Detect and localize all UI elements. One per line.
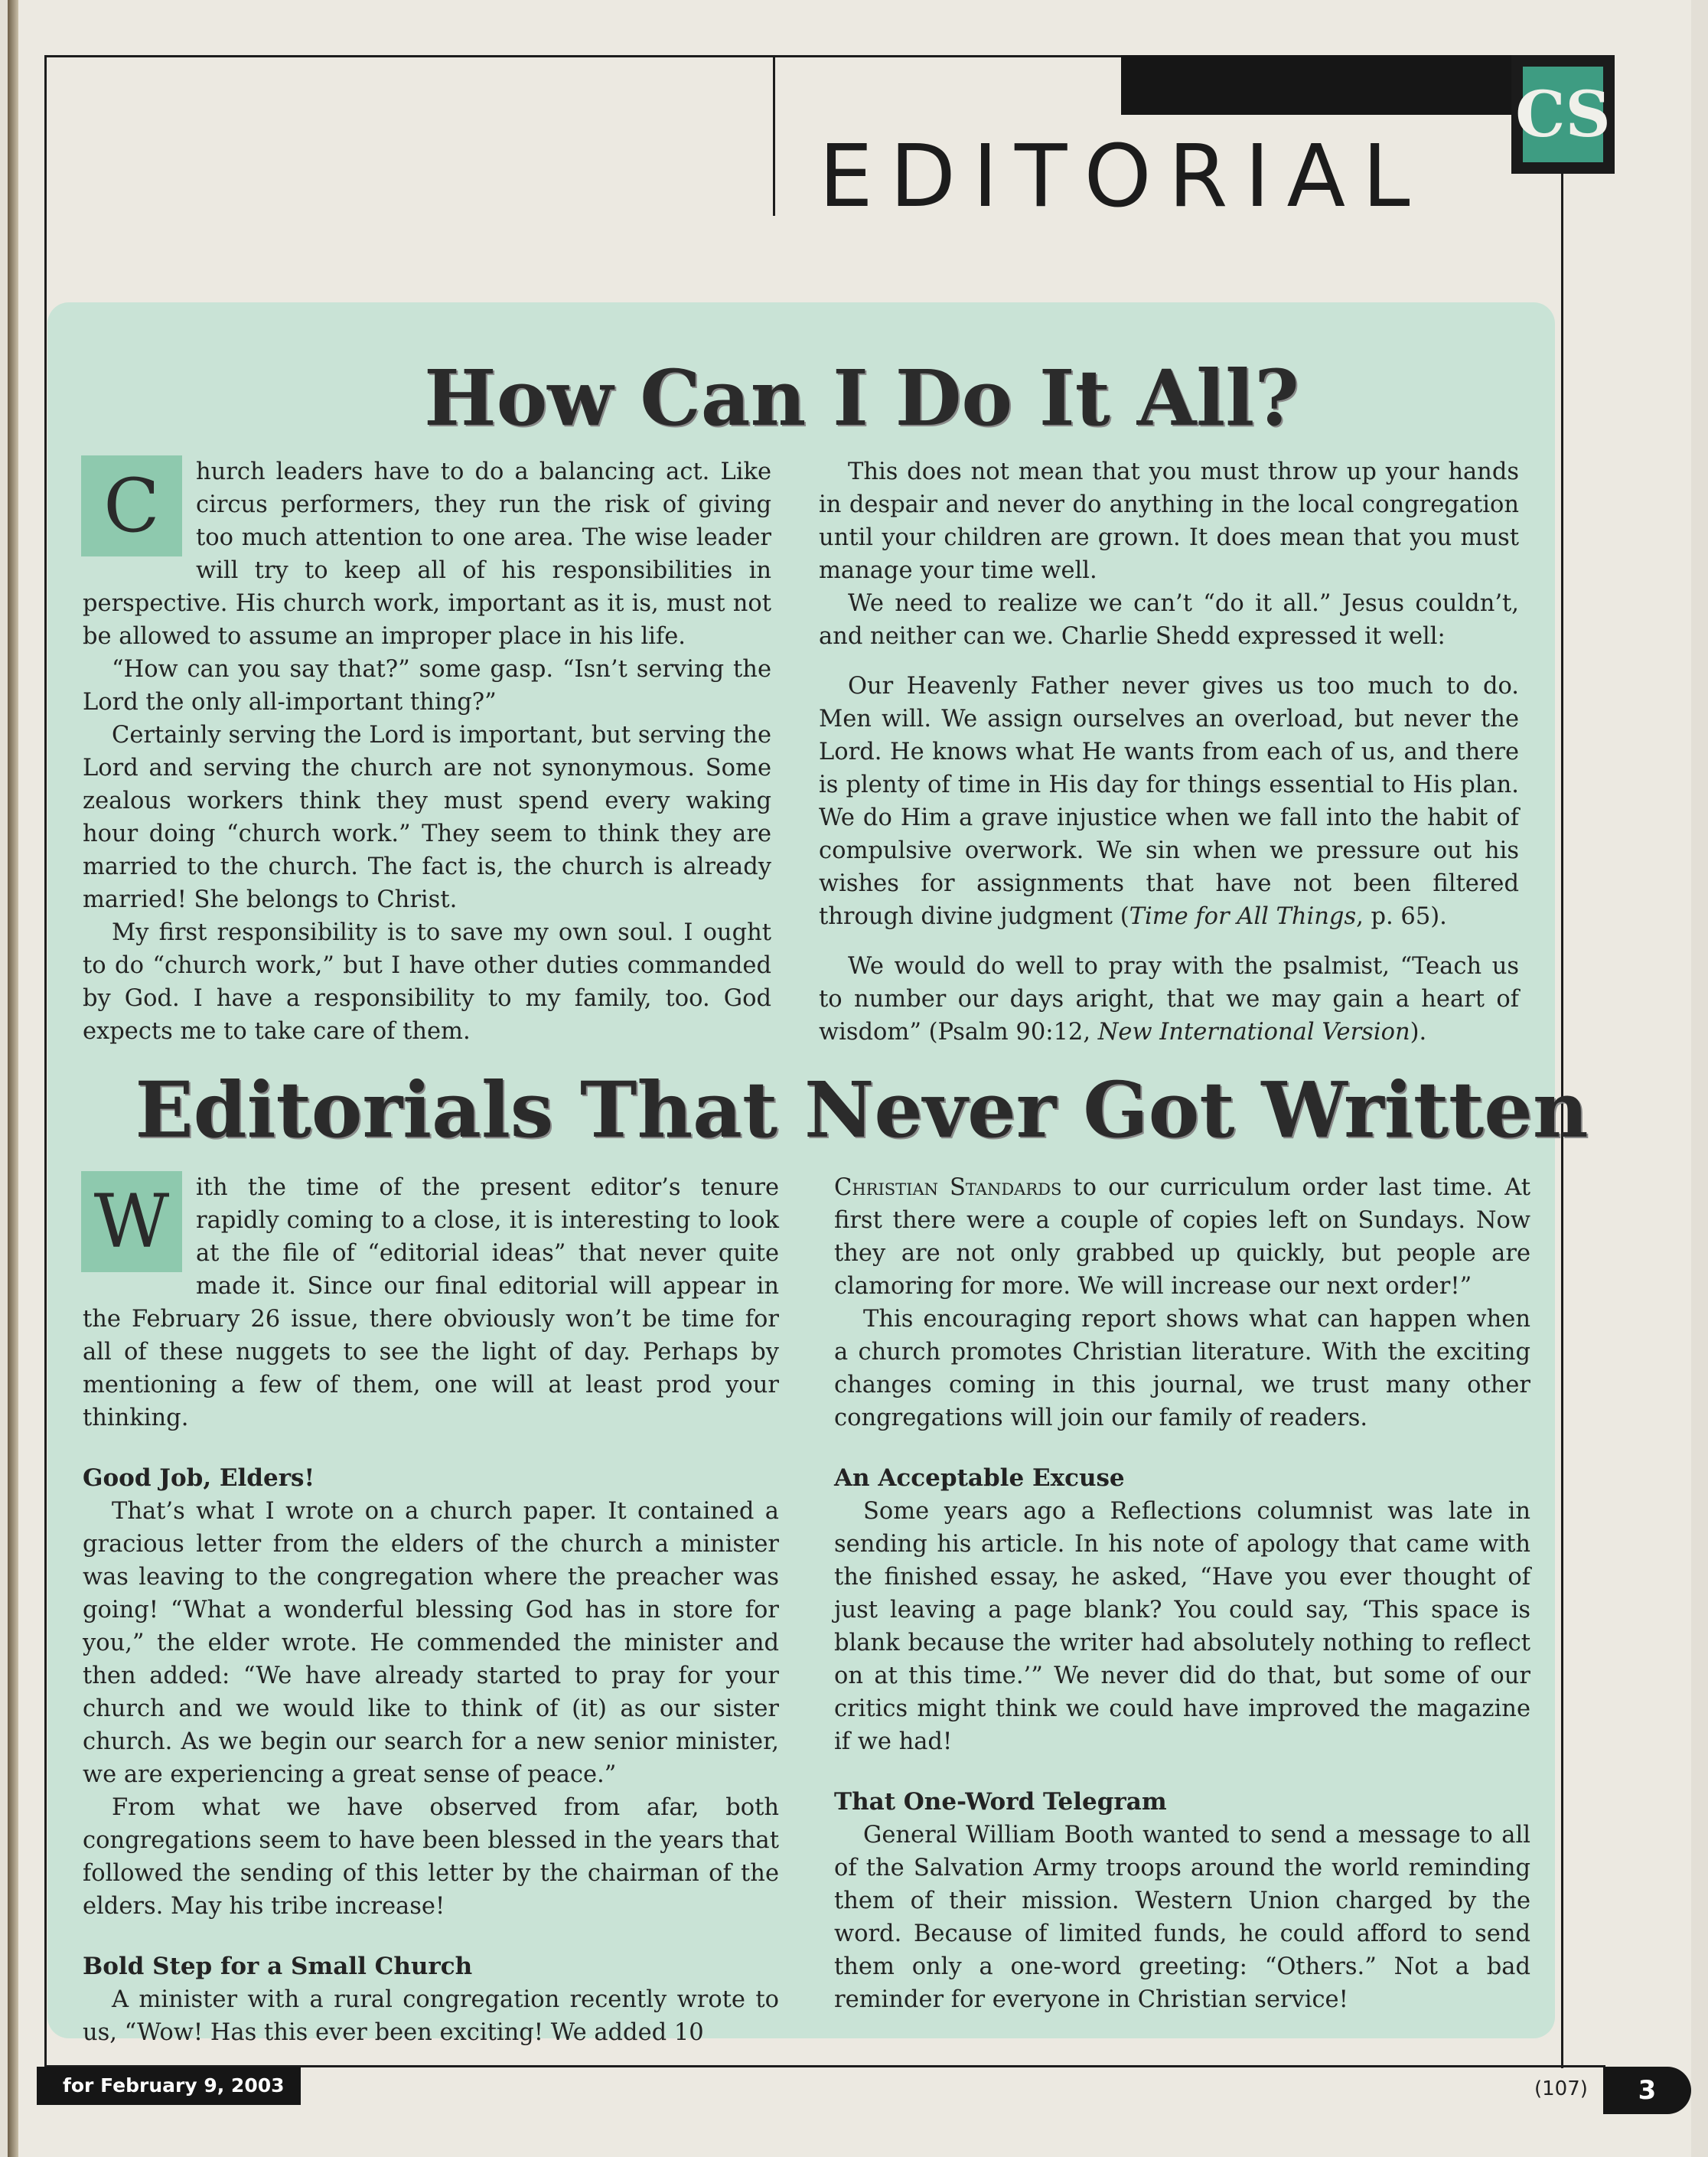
article-title-2: Editorials That Never Got Written: [135, 1065, 1589, 1155]
article2-continued: Christian Standards to our curriculum order last time. At first there were a couple of copies left on Sundays. Now they are not only grabbed up quickly, but people are clamoring for more. We will increase our next order!”: [834, 1174, 1530, 1300]
article1-paragraph-7: We would do well to pray with the psalmist, “Teach us to number our days aright, that we may gain a heart of wisdom” (Psalm 90:12, New International Version).: [819, 953, 1519, 1046]
article1-paragraph-3: Certainly serving the Lord is important, but serving the Lord and serving the church are not synonymous. Some zealous workers think they must spend every waking hour doing “church work.” They seem to think they are married to the church. The fact is, the church is already married! She belongs to Christ.: [83, 722, 771, 913]
drop-cap: W: [81, 1171, 182, 1272]
article1-paragraph-4: My first responsibility is to save my own soul. I ought to do “church work,” but I have other duties commanded by God. I have a responsibility to my family, too. God expects me to take care of them.: [83, 919, 771, 1045]
page-number: 3: [1603, 2067, 1691, 2114]
article-title-1: How Can I Do It All?: [424, 353, 1299, 443]
article1-paragraph-2: “How can you say that?” some gasp. “Isn’t serving the Lord the only all-important thing?”: [83, 656, 771, 716]
article1-paragraph-5: This does not mean that you must throw up your hands in despair and never do anything in the local congregation until your children are grown. It does mean that you must manage your time well.: [819, 458, 1519, 584]
issue-date: for February 9, 2003: [37, 2067, 301, 2105]
article1-paragraph-1: C hurch leaders have to do a balancing act. Like circus performers, they run the risk of giving too much attention to one area. The wise leader will try to keep all of his responsibilities in perspective. His church work, important as it is, must not be allowed to assume an improper place in his life.: [83, 455, 771, 653]
cs-logo: [1511, 55, 1615, 174]
magazine-page: [8, 0, 1691, 2157]
article2-right-column: [834, 1171, 1530, 2016]
article2-paragraph: Some years ago a Reflections columnist was late in sending his article. In his note of apology that came with the finished essay, he asked, “Have you ever thought of just leaving a page blank? You could say, ‘This space is blank because the writer had absolutely nothing to reflect on at this time.’” We never did do that, but some of our critics might think we could have improved the magazine if we had!: [834, 1498, 1530, 1755]
subhead-bold-step: Bold Step for a Small Church: [83, 1953, 473, 1980]
article1-paragraph-6: We need to realize we can’t “do it all.” Jesus couldn’t, and neither can we. Charlie Shedd expressed it well:: [819, 590, 1519, 650]
header-bar: [1121, 55, 1538, 115]
article2-paragraph: From what we have observed from afar, both congregations seem to have been blessed in the years that followed the sending of this letter by the chairman of the elders. May his tribe increase!: [83, 1794, 779, 1920]
subhead-acceptable-excuse: An Acceptable Excuse: [834, 1464, 1125, 1492]
article1-left-column: [83, 455, 771, 1048]
article2-paragraph: A minister with a rural congregation recently wrote to us, “Wow! Has this ever been exciting! We added 10: [83, 1986, 779, 2046]
article2-paragraph: This encouraging report shows what can happen when a church promotes Christian literature. With the exciting changes coming in this journal, we trust many other congregations will join our family of readers.: [834, 1306, 1530, 1431]
header-divider: [773, 55, 775, 216]
article2-paragraph: That’s what I wrote on a church paper. It contained a gracious letter from the elders of the church a minister was leaving to the congregation where the preacher was going! “What a wonderful blessing God has in store for you,” the elder wrote. He commended the minister and then added: “We have already started to pray for your church and we would like to think of (it) as our sister church. As we begin our search for a new senior minister, we are experiencing a great sense of peace.”: [83, 1498, 779, 1788]
cs-logo-mark: CS: [1523, 67, 1603, 162]
article2-left-column: [83, 1171, 779, 2049]
article2-intro: W ith the time of the present editor’s tenure rapidly coming to a close, it is interesting to look at the file of “editorial ideas” that never quite made it. Since our final editorial will appear in the February 26 issue, there obviously won’t be time for all of these nuggets to see the light of day. Perhaps by mentioning a few of them, one will at least prod your thinking.: [83, 1171, 779, 1434]
article1-right-column: [819, 455, 1519, 1049]
subhead-good-job: Good Job, Elders!: [83, 1464, 315, 1492]
block-quote: Our Heavenly Father never gives us too much to do. Men will. We assign ourselves an overload, but never the Lord. He knows what He wants from each of us, and there is plenty of time in His day for things essential to His plan. We do Him a grave injustice when we fall into the habit of compulsive overwork. We sin when we pressure out his wishes for assignments that have not been filtered through divine judgment (Time for All Things, p. 65).: [819, 673, 1519, 930]
section-label: EDITORIAL: [819, 127, 1427, 227]
drop-cap: C: [81, 455, 182, 556]
issue-number: (107): [1534, 2077, 1588, 2100]
article2-paragraph: General William Booth wanted to send a message to all of the Salvation Army troops around the world reminding them of their mission. Western Union charged by the word. Because of limited funds, he could afford to send them only a one-word greeting: “Others.” Not a bad reminder for everyone in Christian service!: [834, 1822, 1530, 2013]
subhead-one-word-telegram: That One-Word Telegram: [834, 1788, 1167, 1816]
